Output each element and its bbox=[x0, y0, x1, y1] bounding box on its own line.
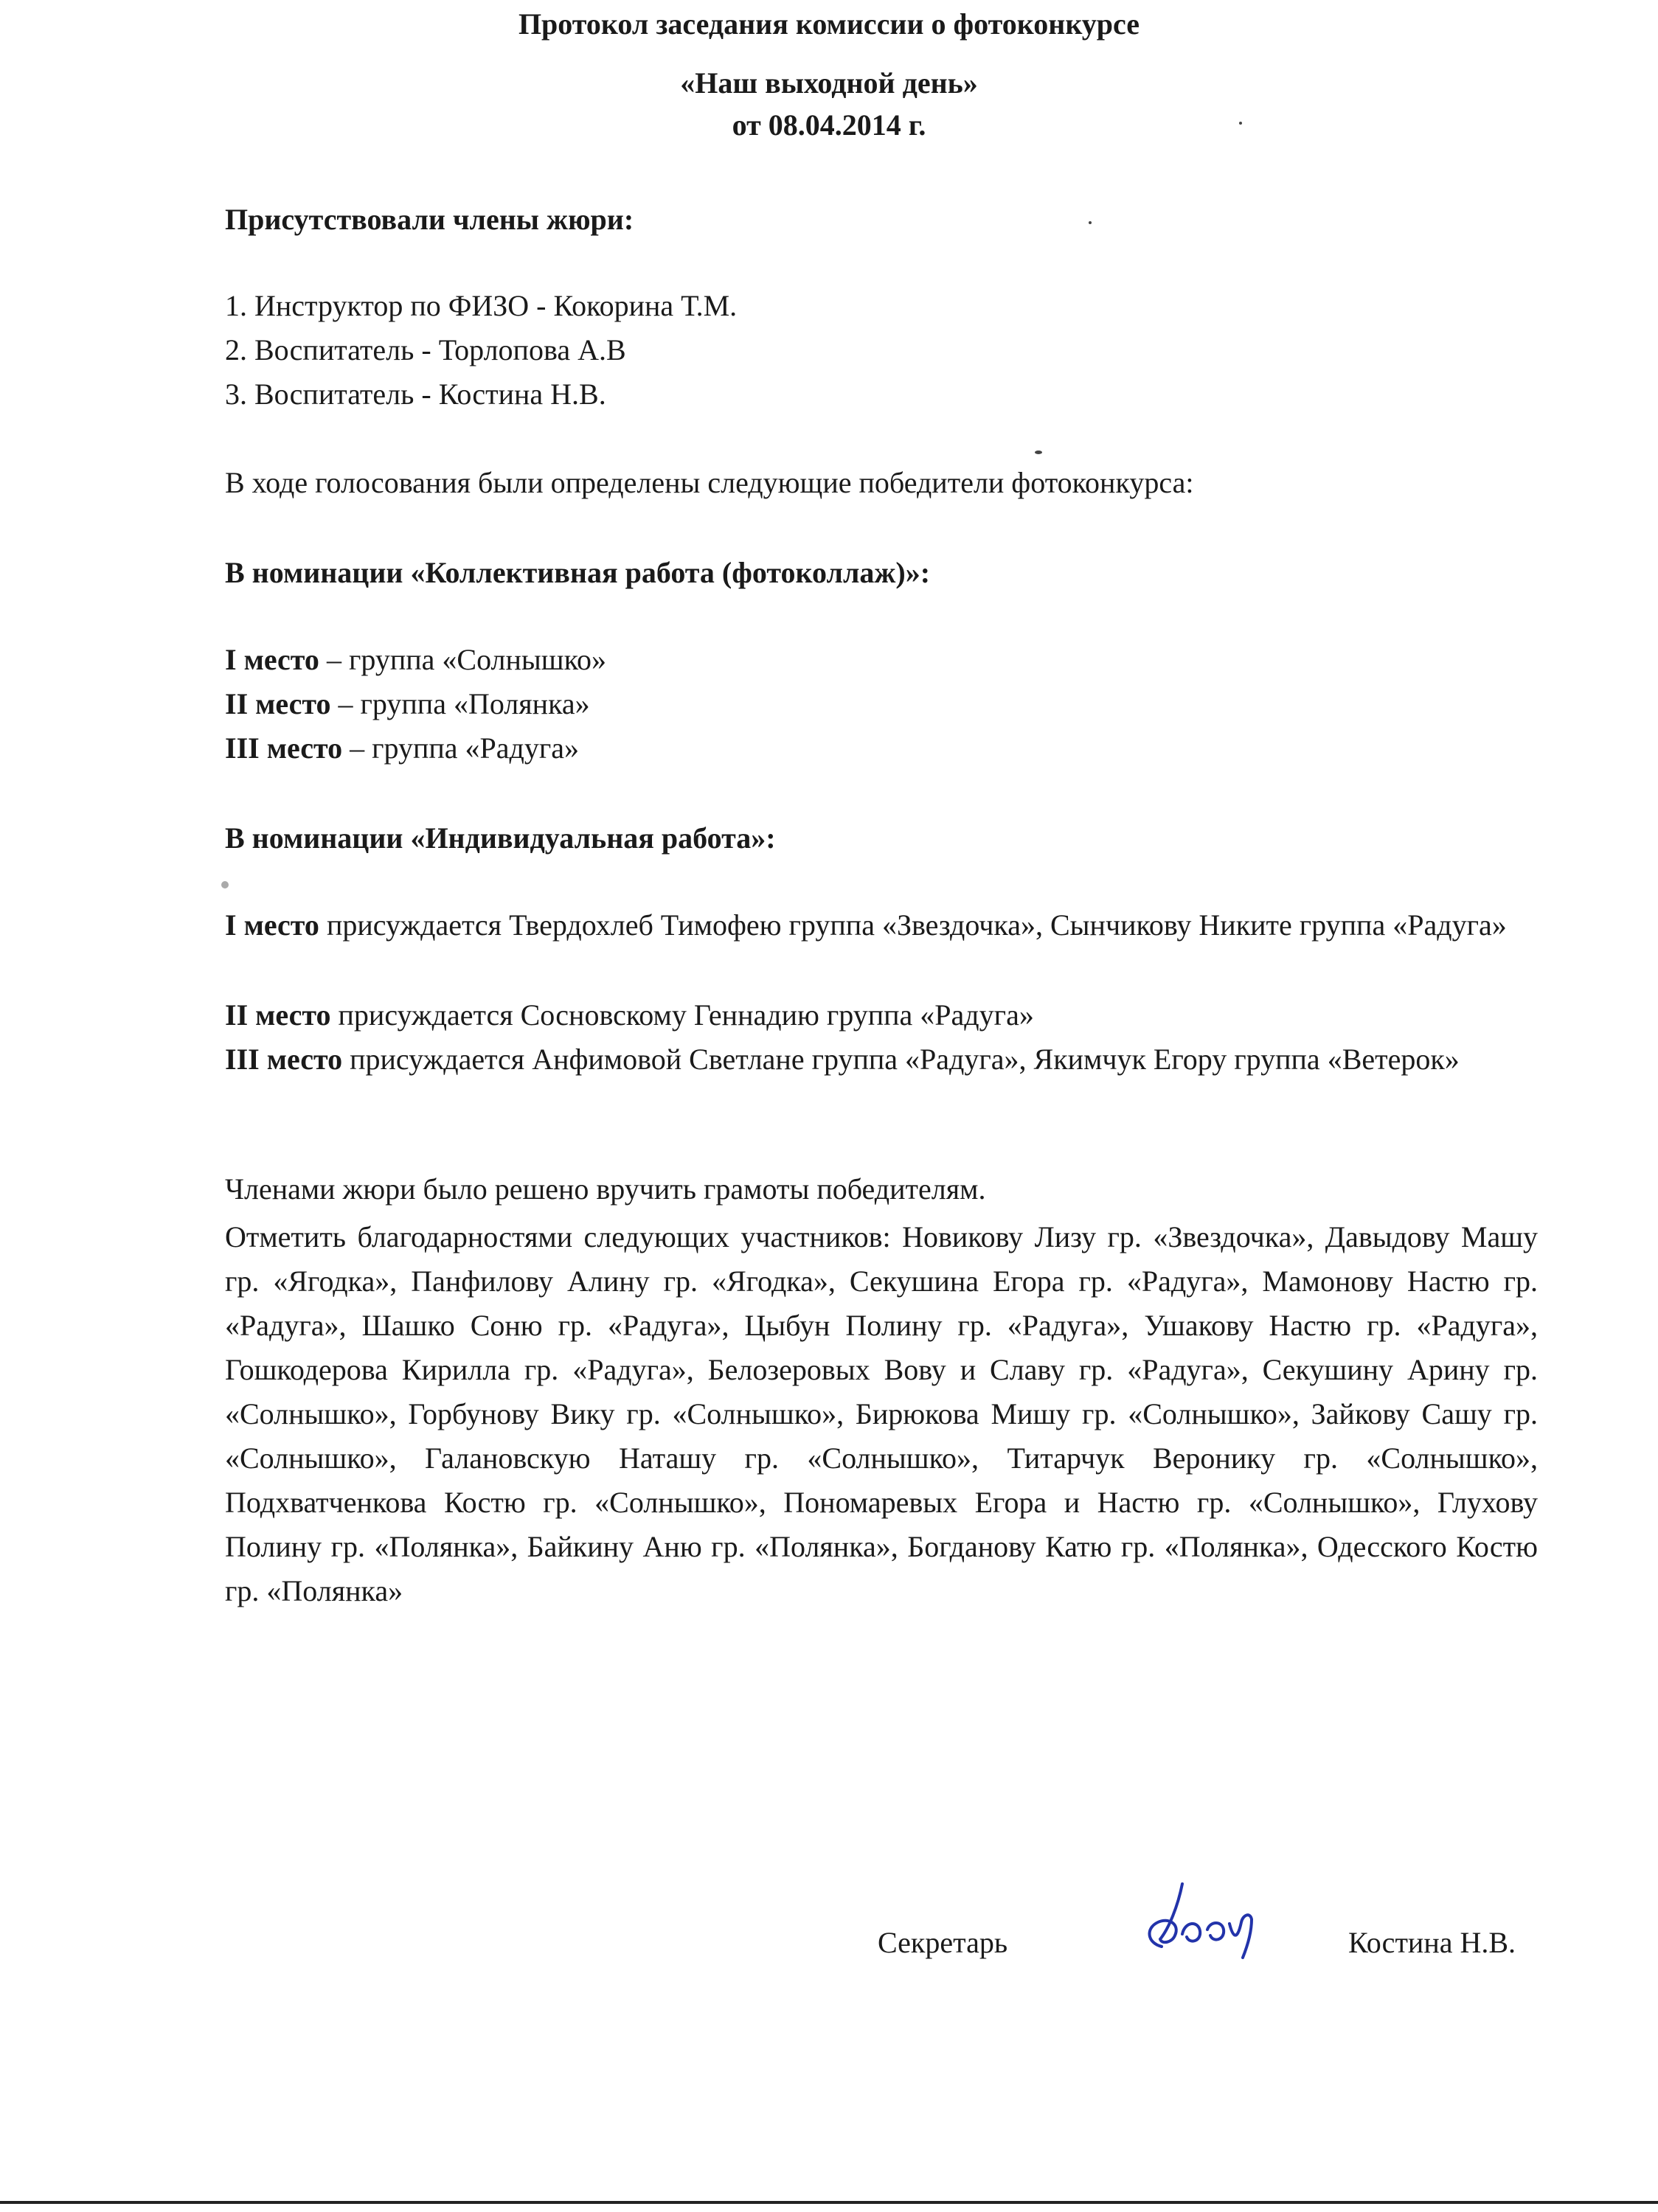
place-text: присуждается Твердохлеб Тимофею группа «Звездочка», Сынчикову Никите группа «Радуга» bbox=[319, 908, 1507, 942]
place-label: II место bbox=[225, 998, 331, 1032]
place-text: – группа «Солнышко» bbox=[319, 643, 606, 676]
decision-text: Членами жюри было решено вручить грамоты победителям. bbox=[225, 1172, 986, 1206]
document-title: Протокол заседания комиссии о фотоконкурсе bbox=[518, 7, 1140, 41]
place-label: I место bbox=[225, 643, 319, 676]
secretary-name: Костина Н.В. bbox=[1348, 1926, 1516, 1959]
scan-speck bbox=[1035, 451, 1042, 454]
scan-edge-line bbox=[0, 2201, 1658, 2204]
collective-place bbox=[225, 686, 1538, 723]
collective-place bbox=[225, 730, 1538, 767]
individual-place bbox=[225, 993, 1538, 1037]
place-label: III место bbox=[225, 731, 343, 765]
handwritten-signature bbox=[1140, 1877, 1265, 1965]
voting-text: В ходе голосования были определены следующие победители фотоконкурса: bbox=[225, 466, 1194, 499]
jury-heading: Присутствовали члены жюри: bbox=[225, 203, 634, 236]
individual-heading: В номинации «Индивидуальная работа»: bbox=[225, 821, 776, 855]
place-label: I место bbox=[225, 908, 319, 942]
place-text: присуждается Сосновскому Геннадию группа «Радуга» bbox=[330, 998, 1034, 1032]
collective-heading: В номинации «Коллективная работа (фотоколлаж)»: bbox=[225, 556, 931, 589]
document-date: от 08.04.2014 г. bbox=[732, 108, 926, 142]
place-text: – группа «Полянка» bbox=[330, 687, 590, 720]
contest-name: «Наш выходной день» bbox=[680, 66, 978, 100]
place-label: III место bbox=[225, 1043, 343, 1076]
scan-speck bbox=[1089, 221, 1092, 224]
scan-speck bbox=[1239, 122, 1242, 125]
place-text: – группа «Радуга» bbox=[342, 731, 580, 765]
scan-speck bbox=[221, 881, 229, 888]
jury-member: 2. Воспитатель - Торлопова А.В bbox=[225, 333, 626, 366]
jury-member: 1. Инструктор по ФИЗО - Кокорина Т.М. bbox=[225, 289, 738, 322]
place-text: присуждается Анфимовой Светлане группа «Радуга», Якимчук Егору группа «Ветерок» bbox=[342, 1043, 1460, 1076]
jury-member: 3. Воспитатель - Костина Н.В. bbox=[225, 378, 606, 411]
place-label: II место bbox=[225, 687, 331, 720]
individual-place bbox=[225, 903, 1538, 947]
individual-place bbox=[225, 1037, 1538, 1082]
secretary-label: Секретарь bbox=[878, 1926, 1008, 1959]
thanks-paragraph: Отметить благодарностями следующих участников: Новикову Лизу гр. «Звездочка», Давыдову Машу гр. «Ягодка», Панфилову Алину гр. «Ягодка», Секушина Егора гр. «Радуга», Мамонову Настю гр. «Радуга», Шашко Соню гр. «Радуга», Цыбун Полину гр. «Радуга», Ушакову Настю гр. «Радуга», Гошкодерова Кирилла гр. «Радуга», Белозеровых Вову и Славу гр. «Радуга», Секушину Арину гр. «Солнышко», Горбунову Вику гр. «Солнышко», Бирюкова Мишу гр. «Солнышко», Зайкову Сашу гр. «Солнышко», Галановскую Наташу гр. «Солнышко», Титарчук Веронику гр. «Солнышко», Подхватченкова Костю гр. «Солнышко», Пономаревых Егора и Настю гр. «Солнышко», Глухову Полину гр. «Полянка», Байкину Аню гр. «Полянка», Богданову Катю гр. «Полянка», Одесского Костю гр. «Полянка» bbox=[225, 1220, 1538, 1607]
collective-place bbox=[225, 641, 1538, 678]
